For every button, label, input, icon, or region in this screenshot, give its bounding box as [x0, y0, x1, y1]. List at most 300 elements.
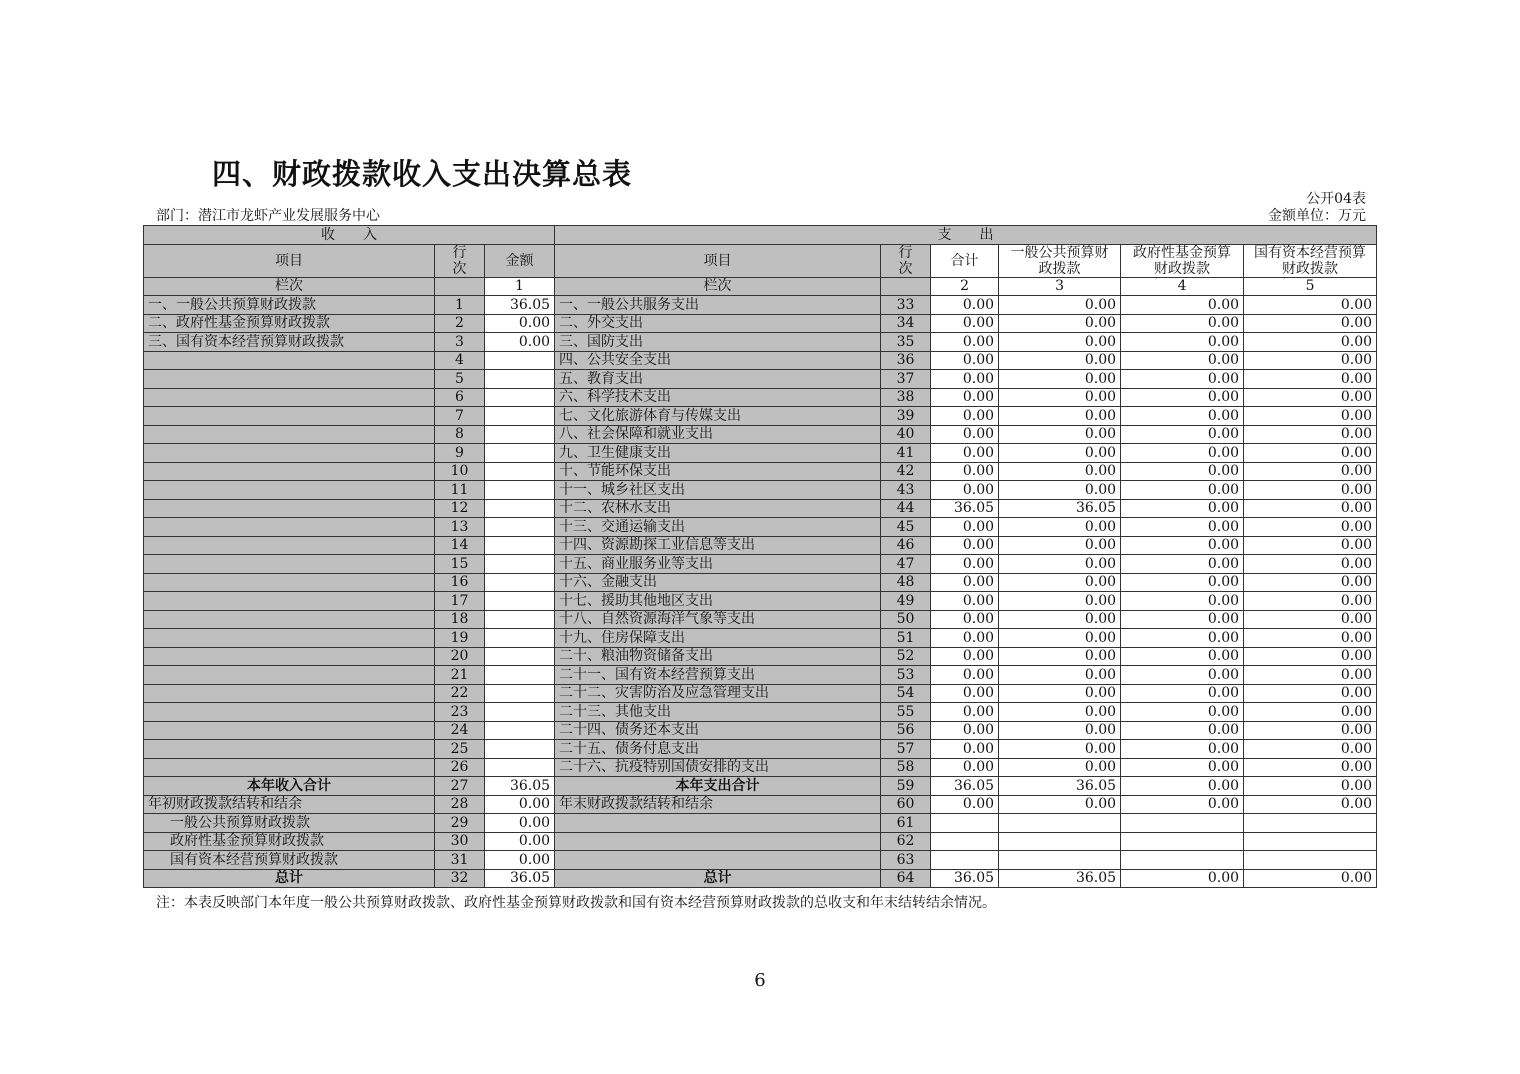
- expense-row-no: 60: [881, 795, 931, 814]
- income-amount: 0.00: [485, 795, 555, 814]
- expense-gov-fund: 0.00: [1121, 333, 1244, 352]
- income-row-no: 11: [435, 481, 485, 500]
- expense-row-no: 42: [881, 462, 931, 481]
- expense-gov-fund: 0.00: [1121, 555, 1244, 574]
- index-3: 3: [999, 277, 1121, 296]
- expense-general-budget: 0.00: [999, 795, 1121, 814]
- expense-total: 0.00: [931, 518, 999, 537]
- budget-table: [143, 225, 1377, 888]
- expense-total: 0.00: [931, 333, 999, 352]
- income-amount: [485, 351, 555, 370]
- income-amount: [485, 684, 555, 703]
- expense-gov-fund: 0.00: [1121, 610, 1244, 629]
- expense-general-budget: 0.00: [999, 518, 1121, 537]
- expense-row-no: 64: [881, 869, 931, 888]
- expense-item: [555, 832, 881, 851]
- carryover-sub-row: [144, 851, 1377, 870]
- col-total: 合计: [931, 244, 999, 277]
- table-row: [144, 370, 1377, 389]
- expense-gov-fund: 0.00: [1121, 481, 1244, 500]
- expense-item: 十、节能环保支出: [555, 462, 881, 481]
- expense-row-no: 57: [881, 740, 931, 759]
- expense-state-capital: 0.00: [1244, 592, 1377, 611]
- expense-item: 总计: [555, 869, 881, 888]
- income-row-no: 16: [435, 573, 485, 592]
- expense-total: [931, 832, 999, 851]
- income-amount: 36.05: [485, 296, 555, 315]
- expense-general-budget: [999, 814, 1121, 833]
- col-state-capital: 国有资本经营预算财政拨款: [1244, 244, 1377, 277]
- table-row: [144, 425, 1377, 444]
- expense-total: 0.00: [931, 370, 999, 389]
- expense-gov-fund: 0.00: [1121, 444, 1244, 463]
- expense-state-capital: 0.00: [1244, 462, 1377, 481]
- income-item: 年初财政拨款结转和结余: [144, 795, 435, 814]
- department-label: 部门：潜江市龙虾产业发展服务中心: [156, 208, 380, 224]
- expense-general-budget: 0.00: [999, 592, 1121, 611]
- table-row: [144, 610, 1377, 629]
- expense-gov-fund: 0.00: [1121, 314, 1244, 333]
- income-item: [144, 555, 435, 574]
- table-row: [144, 592, 1377, 611]
- expense-state-capital: 0.00: [1244, 610, 1377, 629]
- expense-item: 二十二、灾害防治及应急管理支出: [555, 684, 881, 703]
- table-row: [144, 388, 1377, 407]
- expense-row-no: 37: [881, 370, 931, 389]
- expense-state-capital: 0.00: [1244, 518, 1377, 537]
- expense-row-no: 38: [881, 388, 931, 407]
- expense-total: 0.00: [931, 703, 999, 722]
- income-amount: [485, 555, 555, 574]
- column-header-row: [144, 244, 1377, 277]
- expense-general-budget: 0.00: [999, 629, 1121, 648]
- expense-item: 十四、资源勘探工业信息等支出: [555, 536, 881, 555]
- expense-gov-fund: 0.00: [1121, 518, 1244, 537]
- expense-general-budget: 0.00: [999, 666, 1121, 685]
- income-row-no: 4: [435, 351, 485, 370]
- table-row: [144, 536, 1377, 555]
- table-row: [144, 296, 1377, 315]
- income-row-no: 1: [435, 296, 485, 315]
- income-item: [144, 703, 435, 722]
- table-row: [144, 499, 1377, 518]
- expense-gov-fund: [1121, 832, 1244, 851]
- expense-total: 0.00: [931, 314, 999, 333]
- section-header-row: [144, 226, 1377, 245]
- index-5: 5: [1244, 277, 1377, 296]
- expense-total: 0.00: [931, 758, 999, 777]
- expense-row-no: 48: [881, 573, 931, 592]
- expense-general-budget: 0.00: [999, 333, 1121, 352]
- expense-general-budget: 0.00: [999, 684, 1121, 703]
- page-title: 四、财政拨款收入支出决算总表: [212, 157, 633, 191]
- income-amount: [485, 592, 555, 611]
- income-item: 一、一般公共预算财政拨款: [144, 296, 435, 315]
- expense-total: 0.00: [931, 536, 999, 555]
- table-row: [144, 333, 1377, 352]
- expense-item: 二十五、债务付息支出: [555, 740, 881, 759]
- expense-gov-fund: 0.00: [1121, 795, 1244, 814]
- income-item: [144, 740, 435, 759]
- expense-state-capital: 0.00: [1244, 351, 1377, 370]
- expense-row-no: 44: [881, 499, 931, 518]
- expense-row-no: 47: [881, 555, 931, 574]
- expense-item: [555, 851, 881, 870]
- income-item: [144, 388, 435, 407]
- income-item: [144, 499, 435, 518]
- expense-state-capital: [1244, 851, 1377, 870]
- expense-total: 0.00: [931, 647, 999, 666]
- income-amount: [485, 536, 555, 555]
- expense-item: [555, 814, 881, 833]
- expense-state-capital: 0.00: [1244, 407, 1377, 426]
- table-row: [144, 684, 1377, 703]
- page-number: 6: [754, 970, 766, 991]
- expense-item: 年末财政拨款结转和结余: [555, 795, 881, 814]
- income-row-no: 13: [435, 518, 485, 537]
- expense-general-budget: 0.00: [999, 740, 1121, 759]
- income-amount: [485, 481, 555, 500]
- income-row-no: 17: [435, 592, 485, 611]
- expense-total: 0.00: [931, 444, 999, 463]
- expense-general-budget: 0.00: [999, 481, 1121, 500]
- expense-total: 0.00: [931, 351, 999, 370]
- grand-total-row: [144, 869, 1377, 888]
- expense-item: 本年支出合计: [555, 777, 881, 796]
- expense-item: 六、科学技术支出: [555, 388, 881, 407]
- expense-item: 十二、农林水支出: [555, 499, 881, 518]
- table-row: [144, 703, 1377, 722]
- expense-total: 0.00: [931, 388, 999, 407]
- income-item: [144, 518, 435, 537]
- income-row-no: 32: [435, 869, 485, 888]
- col-general-budget: 一般公共预算财政拨款: [999, 244, 1121, 277]
- table-row: [144, 740, 1377, 759]
- table-row: [144, 555, 1377, 574]
- income-item: [144, 666, 435, 685]
- income-amount: [485, 610, 555, 629]
- expense-row-no: 45: [881, 518, 931, 537]
- income-row-no: 31: [435, 851, 485, 870]
- expense-total: 36.05: [931, 869, 999, 888]
- income-amount: [485, 647, 555, 666]
- expense-row-no: 59: [881, 777, 931, 796]
- table-code: 公开04表: [1306, 191, 1366, 207]
- expense-general-budget: 0.00: [999, 703, 1121, 722]
- income-row-no: 23: [435, 703, 485, 722]
- income-item: [144, 462, 435, 481]
- income-item: 政府性基金预算财政拨款: [144, 832, 435, 851]
- expense-general-budget: 0.00: [999, 573, 1121, 592]
- income-amount: [485, 370, 555, 389]
- expense-total: 0.00: [931, 407, 999, 426]
- expense-gov-fund: 0.00: [1121, 758, 1244, 777]
- income-row-no: 26: [435, 758, 485, 777]
- expense-item: 二十、粮油物资储备支出: [555, 647, 881, 666]
- income-item: [144, 425, 435, 444]
- expense-gov-fund: 0.00: [1121, 592, 1244, 611]
- income-amount: [485, 740, 555, 759]
- expense-row-no: 33: [881, 296, 931, 315]
- expense-general-budget: 0.00: [999, 425, 1121, 444]
- income-item: 本年收入合计: [144, 777, 435, 796]
- expense-row-no: 52: [881, 647, 931, 666]
- table-row: [144, 481, 1377, 500]
- expense-state-capital: 0.00: [1244, 388, 1377, 407]
- expense-state-capital: 0.00: [1244, 795, 1377, 814]
- expense-general-budget: 0.00: [999, 407, 1121, 426]
- expense-total: 0.00: [931, 592, 999, 611]
- expense-total: 0.00: [931, 629, 999, 648]
- col-expense-item: 项目: [555, 244, 881, 277]
- column-index-row: [144, 277, 1377, 296]
- table-row: [144, 721, 1377, 740]
- index-4: 4: [1121, 277, 1244, 296]
- expense-state-capital: 0.00: [1244, 703, 1377, 722]
- expense-row-no: 56: [881, 721, 931, 740]
- income-row-no: 24: [435, 721, 485, 740]
- income-item: [144, 592, 435, 611]
- income-row-no: 8: [435, 425, 485, 444]
- expense-item: 二十四、债务还本支出: [555, 721, 881, 740]
- income-row-no: 21: [435, 666, 485, 685]
- expense-row-no: 41: [881, 444, 931, 463]
- income-item: [144, 536, 435, 555]
- expense-state-capital: 0.00: [1244, 573, 1377, 592]
- expense-total: [931, 851, 999, 870]
- expense-row-no: 62: [881, 832, 931, 851]
- unit-label: 金额单位：万元: [1268, 208, 1366, 224]
- expense-total: [931, 814, 999, 833]
- expense-general-budget: 0.00: [999, 758, 1121, 777]
- expense-state-capital: 0.00: [1244, 721, 1377, 740]
- income-item: [144, 481, 435, 500]
- income-amount: [485, 703, 555, 722]
- income-amount: 0.00: [485, 333, 555, 352]
- expense-general-budget: [999, 851, 1121, 870]
- income-item: 二、政府性基金预算财政拨款: [144, 314, 435, 333]
- income-row-no: 19: [435, 629, 485, 648]
- expense-state-capital: 0.00: [1244, 684, 1377, 703]
- expense-general-budget: 0.00: [999, 610, 1121, 629]
- expense-gov-fund: 0.00: [1121, 388, 1244, 407]
- expense-state-capital: 0.00: [1244, 536, 1377, 555]
- expense-general-budget: 0.00: [999, 721, 1121, 740]
- income-row-no: 28: [435, 795, 485, 814]
- expense-gov-fund: 0.00: [1121, 351, 1244, 370]
- income-item: [144, 351, 435, 370]
- expense-total: 0.00: [931, 555, 999, 574]
- income-amount: [485, 388, 555, 407]
- income-row-no: 6: [435, 388, 485, 407]
- expense-total: 0.00: [931, 721, 999, 740]
- expense-state-capital: 0.00: [1244, 333, 1377, 352]
- expense-item: 九、卫生健康支出: [555, 444, 881, 463]
- table-row: [144, 666, 1377, 685]
- expense-total: 0.00: [931, 610, 999, 629]
- expense-item: 十六、金融支出: [555, 573, 881, 592]
- expense-row-no: 40: [881, 425, 931, 444]
- index-label-income: 栏次: [144, 277, 435, 296]
- expense-item: 二、外交支出: [555, 314, 881, 333]
- expense-row-no: 61: [881, 814, 931, 833]
- table-row: [144, 351, 1377, 370]
- carryover-sub-row: [144, 832, 1377, 851]
- income-amount: [485, 407, 555, 426]
- expense-general-budget: 0.00: [999, 555, 1121, 574]
- income-row-no: 27: [435, 777, 485, 796]
- expense-row-no: 51: [881, 629, 931, 648]
- expense-gov-fund: 0.00: [1121, 536, 1244, 555]
- income-item: [144, 684, 435, 703]
- income-row-no: 12: [435, 499, 485, 518]
- expense-state-capital: 0.00: [1244, 777, 1377, 796]
- income-row-no: 3: [435, 333, 485, 352]
- income-item: 国有资本经营预算财政拨款: [144, 851, 435, 870]
- index-label-expense: 栏次: [555, 277, 881, 296]
- expense-gov-fund: 0.00: [1121, 462, 1244, 481]
- expense-row-no: 36: [881, 351, 931, 370]
- expense-row-no: 54: [881, 684, 931, 703]
- income-amount: 0.00: [485, 832, 555, 851]
- expense-header: 支 出: [555, 226, 1377, 245]
- expense-total: 36.05: [931, 777, 999, 796]
- table-row: [144, 573, 1377, 592]
- expense-total: 0.00: [931, 666, 999, 685]
- income-item: 三、国有资本经营预算财政拨款: [144, 333, 435, 352]
- expense-row-no: 34: [881, 314, 931, 333]
- expense-state-capital: 0.00: [1244, 425, 1377, 444]
- income-row-no: 2: [435, 314, 485, 333]
- expense-item: 十七、援助其他地区支出: [555, 592, 881, 611]
- income-row-no: 15: [435, 555, 485, 574]
- expense-general-budget: 0.00: [999, 314, 1121, 333]
- income-item: [144, 647, 435, 666]
- expense-gov-fund: [1121, 814, 1244, 833]
- expense-general-budget: 0.00: [999, 444, 1121, 463]
- expense-general-budget: 0.00: [999, 388, 1121, 407]
- income-amount: [485, 629, 555, 648]
- expense-state-capital: 0.00: [1244, 869, 1377, 888]
- index-empty: [881, 277, 931, 296]
- expense-state-capital: 0.00: [1244, 666, 1377, 685]
- income-amount: 0.00: [485, 314, 555, 333]
- income-item: [144, 573, 435, 592]
- income-header: 收 入: [144, 226, 555, 245]
- expense-gov-fund: 0.00: [1121, 629, 1244, 648]
- expense-general-budget: 0.00: [999, 351, 1121, 370]
- expense-general-budget: 36.05: [999, 499, 1121, 518]
- income-row-no: 25: [435, 740, 485, 759]
- income-row-no: 10: [435, 462, 485, 481]
- expense-gov-fund: [1121, 851, 1244, 870]
- expense-gov-fund: 0.00: [1121, 869, 1244, 888]
- expense-item: 八、社会保障和就业支出: [555, 425, 881, 444]
- col-income-row: 行次: [435, 244, 485, 277]
- expense-gov-fund: 0.00: [1121, 777, 1244, 796]
- expense-state-capital: 0.00: [1244, 444, 1377, 463]
- table-row: [144, 444, 1377, 463]
- income-item: [144, 610, 435, 629]
- expense-general-budget: [999, 832, 1121, 851]
- col-income-amount: 金额: [485, 244, 555, 277]
- expense-item: 十一、城乡社区支出: [555, 481, 881, 500]
- expense-total: 0.00: [931, 795, 999, 814]
- table-row: [144, 314, 1377, 333]
- index-1: 1: [485, 277, 555, 296]
- income-item: [144, 629, 435, 648]
- income-row-no: 14: [435, 536, 485, 555]
- income-row-no: 5: [435, 370, 485, 389]
- income-amount: [485, 444, 555, 463]
- income-row-no: 29: [435, 814, 485, 833]
- table-row: [144, 407, 1377, 426]
- expense-gov-fund: 0.00: [1121, 721, 1244, 740]
- income-item: [144, 721, 435, 740]
- expense-state-capital: 0.00: [1244, 740, 1377, 759]
- expense-general-budget: 0.00: [999, 370, 1121, 389]
- income-amount: 0.00: [485, 851, 555, 870]
- expense-gov-fund: 0.00: [1121, 573, 1244, 592]
- income-row-no: 7: [435, 407, 485, 426]
- expense-row-no: 43: [881, 481, 931, 500]
- income-item: [144, 444, 435, 463]
- expense-general-budget: 36.05: [999, 777, 1121, 796]
- expense-total: 0.00: [931, 573, 999, 592]
- expense-gov-fund: 0.00: [1121, 740, 1244, 759]
- income-row-no: 30: [435, 832, 485, 851]
- subtotal-row: [144, 777, 1377, 796]
- income-row-no: 18: [435, 610, 485, 629]
- expense-general-budget: 0.00: [999, 536, 1121, 555]
- expense-general-budget: 0.00: [999, 296, 1121, 315]
- expense-item: 一、一般公共服务支出: [555, 296, 881, 315]
- expense-item: 二十六、抗疫特别国债安排的支出: [555, 758, 881, 777]
- income-amount: 36.05: [485, 869, 555, 888]
- expense-state-capital: 0.00: [1244, 647, 1377, 666]
- expense-state-capital: 0.00: [1244, 499, 1377, 518]
- income-item: 总计: [144, 869, 435, 888]
- income-item: [144, 370, 435, 389]
- expense-item: 十八、自然资源海洋气象等支出: [555, 610, 881, 629]
- expense-row-no: 50: [881, 610, 931, 629]
- index-2: 2: [931, 277, 999, 296]
- expense-row-no: 35: [881, 333, 931, 352]
- expense-state-capital: 0.00: [1244, 370, 1377, 389]
- expense-gov-fund: 0.00: [1121, 666, 1244, 685]
- expense-row-no: 53: [881, 666, 931, 685]
- income-amount: [485, 425, 555, 444]
- carryover-sub-row: [144, 814, 1377, 833]
- expense-general-budget: 36.05: [999, 869, 1121, 888]
- income-amount: [485, 758, 555, 777]
- expense-row-no: 63: [881, 851, 931, 870]
- expense-state-capital: 0.00: [1244, 296, 1377, 315]
- expense-row-no: 46: [881, 536, 931, 555]
- income-row-no: 20: [435, 647, 485, 666]
- expense-item: 四、公共安全支出: [555, 351, 881, 370]
- expense-state-capital: [1244, 832, 1377, 851]
- expense-row-no: 55: [881, 703, 931, 722]
- income-amount: 0.00: [485, 814, 555, 833]
- income-row-no: 9: [435, 444, 485, 463]
- expense-gov-fund: 0.00: [1121, 499, 1244, 518]
- expense-total: 0.00: [931, 462, 999, 481]
- expense-gov-fund: 0.00: [1121, 425, 1244, 444]
- income-amount: [485, 573, 555, 592]
- expense-state-capital: 0.00: [1244, 629, 1377, 648]
- income-amount: 36.05: [485, 777, 555, 796]
